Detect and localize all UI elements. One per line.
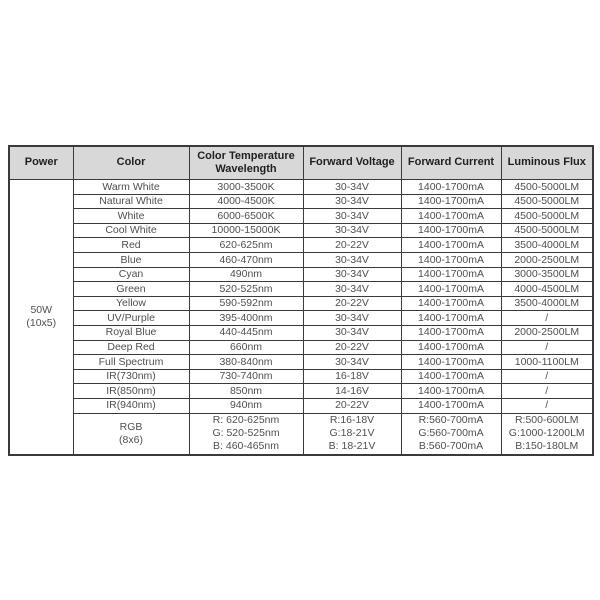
wavelength-cell: 490nm bbox=[189, 267, 303, 282]
current-cell: 1400-1700mA bbox=[401, 252, 501, 267]
voltage-cell: 30-34V bbox=[303, 325, 401, 340]
voltage-cell: 30-34V bbox=[303, 311, 401, 326]
current-cell: 1400-1700mA bbox=[401, 325, 501, 340]
color-cell: Red bbox=[73, 238, 189, 253]
flux-cell: 2000-2500LM bbox=[501, 325, 593, 340]
voltage-cell: 20-22V bbox=[303, 296, 401, 311]
voltage-cell: 20-22V bbox=[303, 238, 401, 253]
flux-cell: / bbox=[501, 384, 593, 399]
color-cell bbox=[73, 413, 189, 455]
table-row bbox=[9, 209, 593, 224]
wavelength-cell: 6000-6500K bbox=[189, 209, 303, 224]
flux-cell bbox=[501, 413, 593, 455]
voltage-cell: 14-16V bbox=[303, 384, 401, 399]
power-value: 50W bbox=[30, 303, 53, 316]
voltage-cell: 30-34V bbox=[303, 194, 401, 209]
flux-cell: 3000-3500LM bbox=[501, 267, 593, 282]
voltage-cell: 16-18V bbox=[303, 369, 401, 384]
voltage-cell: 30-34V bbox=[303, 223, 401, 238]
flux-cell: / bbox=[501, 340, 593, 355]
current-cell: 1400-1700mA bbox=[401, 340, 501, 355]
voltage-cell: 30-34V bbox=[303, 267, 401, 282]
wavelength-cell: 380-840nm bbox=[189, 355, 303, 370]
rgb-current-b: B:560-700mA bbox=[418, 440, 484, 452]
current-cell: 1400-1700mA bbox=[401, 209, 501, 224]
wavelength-cell: 590-592nm bbox=[189, 296, 303, 311]
table-row bbox=[9, 180, 593, 195]
wavelength-cell: 730-740nm bbox=[189, 369, 303, 384]
table-row bbox=[9, 194, 593, 209]
current-cell: 1400-1700mA bbox=[401, 238, 501, 253]
table-row bbox=[9, 267, 593, 282]
voltage-cell: 20-22V bbox=[303, 398, 401, 413]
flux-cell: 3500-4000LM bbox=[501, 296, 593, 311]
power-config: (10x5) bbox=[26, 316, 57, 329]
header-color: Color bbox=[73, 146, 189, 180]
rgb-wavelength-b: B: 460-465nm bbox=[213, 440, 279, 452]
table-row bbox=[9, 252, 593, 267]
color-cell: IR(730nm) bbox=[73, 369, 189, 384]
flux-cell: / bbox=[501, 369, 593, 384]
wavelength-cell: 3000-3500K bbox=[189, 180, 303, 195]
color-cell: White bbox=[73, 209, 189, 224]
wavelength-cell: 440-445nm bbox=[189, 325, 303, 340]
rgb-flux-r: R:500-600LM bbox=[514, 414, 579, 426]
table-row bbox=[9, 223, 593, 238]
color-cell: Yellow bbox=[73, 296, 189, 311]
current-cell: 1400-1700mA bbox=[401, 355, 501, 370]
flux-cell: 1000-1100LM bbox=[501, 355, 593, 370]
color-cell: Full Spectrum bbox=[73, 355, 189, 370]
rgb-label: RGB bbox=[119, 420, 143, 433]
voltage-cell: 30-34V bbox=[303, 282, 401, 297]
flux-cell: / bbox=[501, 398, 593, 413]
current-cell bbox=[401, 413, 501, 455]
led-spec-table bbox=[8, 145, 594, 456]
current-cell: 1400-1700mA bbox=[401, 223, 501, 238]
rgb-config: (8x6) bbox=[119, 433, 143, 446]
wavelength-cell: 460-470nm bbox=[189, 252, 303, 267]
power-cell bbox=[9, 180, 73, 455]
color-cell: Natural White bbox=[73, 194, 189, 209]
rgb-voltage-g: G:18-21V bbox=[329, 427, 375, 439]
color-cell: UV/Purple bbox=[73, 311, 189, 326]
header-current: Forward Current bbox=[401, 146, 501, 180]
flux-cell: 4500-5000LM bbox=[501, 209, 593, 224]
wavelength-cell: 660nm bbox=[189, 340, 303, 355]
table-row bbox=[9, 355, 593, 370]
table-row bbox=[9, 311, 593, 326]
rgb-voltage-b: B: 18-21V bbox=[328, 440, 376, 452]
color-cell: IR(850nm) bbox=[73, 384, 189, 399]
color-cell: Blue bbox=[73, 252, 189, 267]
table-row-rgb bbox=[9, 413, 593, 455]
color-cell: Royal Blue bbox=[73, 325, 189, 340]
rgb-wavelength-g: G: 520-525nm bbox=[212, 427, 280, 439]
table-row bbox=[9, 384, 593, 399]
flux-cell: 4000-4500LM bbox=[501, 282, 593, 297]
table-row bbox=[9, 325, 593, 340]
voltage-cell: 30-34V bbox=[303, 180, 401, 195]
wavelength-cell: 4000-4500K bbox=[189, 194, 303, 209]
color-cell: IR(940nm) bbox=[73, 398, 189, 413]
wavelength-cell: 395-400nm bbox=[189, 311, 303, 326]
table-header bbox=[9, 146, 593, 180]
rgb-voltage-r: R:16-18V bbox=[329, 414, 375, 426]
table-row bbox=[9, 369, 593, 384]
rgb-wavelength-r: R: 620-625nm bbox=[212, 414, 280, 426]
flux-cell: / bbox=[501, 311, 593, 326]
rgb-flux-g: G:1000-1200LM bbox=[508, 427, 585, 439]
voltage-cell: 30-34V bbox=[303, 209, 401, 224]
color-cell: Warm White bbox=[73, 180, 189, 195]
wavelength-cell: 850nm bbox=[189, 384, 303, 399]
wavelength-cell: 620-625nm bbox=[189, 238, 303, 253]
current-cell: 1400-1700mA bbox=[401, 398, 501, 413]
table-body bbox=[9, 180, 593, 455]
color-cell: Cool White bbox=[73, 223, 189, 238]
flux-cell: 4500-5000LM bbox=[501, 180, 593, 195]
flux-cell: 2000-2500LM bbox=[501, 252, 593, 267]
current-cell: 1400-1700mA bbox=[401, 194, 501, 209]
flux-cell: 4500-5000LM bbox=[501, 194, 593, 209]
current-cell: 1400-1700mA bbox=[401, 180, 501, 195]
current-cell: 1400-1700mA bbox=[401, 384, 501, 399]
header-flux: Luminous Flux bbox=[501, 146, 593, 180]
wavelength-cell bbox=[189, 413, 303, 455]
header-voltage: Forward Voltage bbox=[303, 146, 401, 180]
rgb-current-r: R:560-700mA bbox=[418, 414, 484, 426]
current-cell: 1400-1700mA bbox=[401, 267, 501, 282]
table-row bbox=[9, 238, 593, 253]
rgb-flux-b: B:150-180LM bbox=[515, 440, 579, 452]
table-row bbox=[9, 398, 593, 413]
wavelength-cell: 940nm bbox=[189, 398, 303, 413]
header-power: Power bbox=[9, 146, 73, 180]
table-row bbox=[9, 282, 593, 297]
color-cell: Deep Red bbox=[73, 340, 189, 355]
voltage-cell bbox=[303, 413, 401, 455]
header-wavelength: Color Temperature Wavelength bbox=[189, 146, 303, 180]
flux-cell: 4500-5000LM bbox=[501, 223, 593, 238]
current-cell: 1400-1700mA bbox=[401, 311, 501, 326]
table-row bbox=[9, 340, 593, 355]
wavelength-cell: 520-525nm bbox=[189, 282, 303, 297]
color-cell: Cyan bbox=[73, 267, 189, 282]
current-cell: 1400-1700mA bbox=[401, 369, 501, 384]
current-cell: 1400-1700mA bbox=[401, 282, 501, 297]
voltage-cell: 30-34V bbox=[303, 252, 401, 267]
voltage-cell: 20-22V bbox=[303, 340, 401, 355]
header-row bbox=[9, 146, 593, 180]
flux-cell: 3500-4000LM bbox=[501, 238, 593, 253]
table-row bbox=[9, 296, 593, 311]
voltage-cell: 30-34V bbox=[303, 355, 401, 370]
rgb-current-g: G:560-700mA bbox=[418, 427, 484, 439]
wavelength-cell: 10000-15000K bbox=[189, 223, 303, 238]
current-cell: 1400-1700mA bbox=[401, 296, 501, 311]
color-cell: Green bbox=[73, 282, 189, 297]
